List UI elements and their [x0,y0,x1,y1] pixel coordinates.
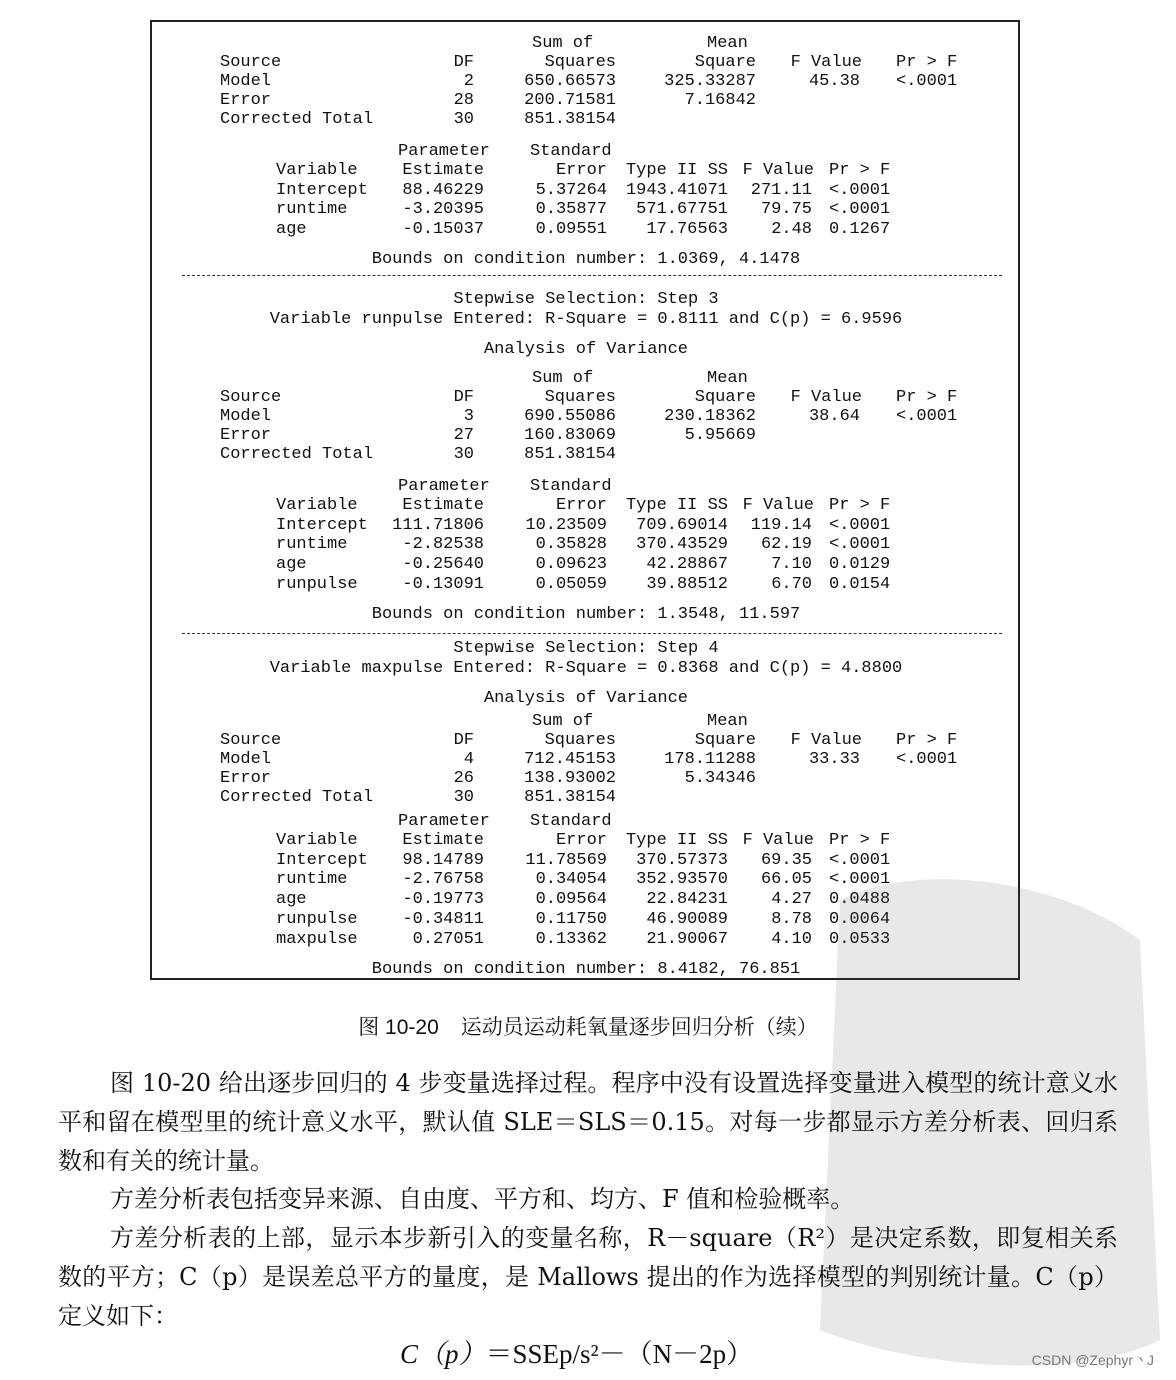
variable-entered-line: Variable maxpulse Entered: R-Square = 0.8368 and C(p) = 4.8800 [269,659,903,678]
param-estimate: 88.46229 [402,180,484,200]
sas-output-frame [150,20,1020,980]
bounds-condition-number: Bounds on condition number: 1.3548, 11.597 [371,605,801,624]
param-f: 62.19 [760,535,812,555]
param-header-type2ss: Type II SS [625,161,728,180]
param-f: 7.10 [771,555,812,575]
anova-source: Corrected Total [220,445,374,464]
anova-ss: 851.38154 [524,110,616,129]
anova-ms: 5.34346 [684,769,756,788]
param-header-type2ss: Type II SS [625,831,728,850]
param-std-error: 0.09551 [535,220,607,240]
anova-f: 38.64 [808,407,860,426]
anova-ms: 178.11288 [664,750,756,769]
anova-header-f-value: F Value [790,53,862,72]
anova-source: Error [220,769,272,788]
param-std-error: 11.78569 [525,850,607,870]
step-title: Stepwise Selection: Step 3 [453,290,719,309]
param-std-error: 0.13362 [535,929,607,949]
param-header-pr-f: Pr > F [829,831,891,850]
param-header-f-value: F Value [742,496,814,515]
param-variable: age [276,555,307,575]
anova-df: 3 [463,407,474,426]
variable-entered-line: Variable runpulse Entered: R-Square = 0.8111 and C(p) = 6.9596 [269,310,903,329]
anova-ss: 650.66573 [524,72,616,91]
anova-ms: 230.18362 [664,407,756,426]
param-header-standard: Standard [530,477,612,496]
anova-header-square: Square [694,731,756,750]
anova-source: Corrected Total [220,788,374,807]
cp-formula [400,1332,753,1371]
anova-source: Model [220,407,272,426]
formula-lhs: C（p） [400,1339,486,1369]
param-f: 69.35 [760,850,812,870]
param-variable: maxpulse [276,929,358,949]
param-header-variable: Variable [276,831,358,850]
param-std-error: 0.35828 [535,535,607,555]
param-f: 4.27 [771,890,812,910]
param-header-f-value: F Value [742,161,814,180]
param-header-estimate: Estimate [402,831,484,850]
param-type2ss: 46.90089 [646,909,728,929]
anova-header-squares: Squares [544,731,616,750]
anova-ss: 690.55086 [524,407,616,426]
anova-header-mean: Mean [707,34,748,53]
param-f: 8.78 [771,909,812,929]
anova-header-source: Source [220,388,282,407]
anova-header-mean: Mean [707,369,748,388]
section-divider [182,633,1002,634]
anova-source: Corrected Total [220,110,374,129]
param-std-error: 5.37264 [535,180,607,200]
param-f: 271.11 [750,180,812,200]
paragraph-3: 方差分析表的上部，显示本步新引入的变量名称，R－square（R²）是决定系数，即复相关系数的平方；C（p）是误差总平方的量度，是 Mallows 提出的作为选择模型的判别统计量。C（p）定义如下： [58,1224,1118,1330]
param-type2ss: 21.90067 [646,929,728,949]
param-header-error: Error [555,831,607,850]
param-std-error: 10.23509 [525,515,607,535]
param-variable: runpulse [276,909,358,929]
anova-df: 30 [453,445,474,464]
param-variable: runpulse [276,574,358,594]
anova-header-pr-f: Pr > F [896,53,958,72]
param-header-parameter: Parameter [398,812,490,831]
param-std-error: 0.09564 [535,890,607,910]
anova-df: 2 [463,72,474,91]
anova-p: <.0001 [896,750,958,769]
anova-df: 28 [453,91,474,110]
param-estimate: -0.13091 [402,574,484,594]
anova-header-df: DF [453,388,474,407]
bounds-condition-number: Bounds on condition number: 8.4182, 76.851 [371,960,801,979]
anova-df: 4 [463,750,474,769]
paragraph-1: 图 10-20 给出逐步回归的 4 步变量选择过程。程序中没有设置选择变量进入模型的统计意义水平和留在模型里的统计意义水平，默认值 SLE＝SLS＝0.15。对每一步都显示方差分析表、回归系数和有关的统计量。 [58,1069,1118,1175]
param-p: 0.0488 [829,890,891,910]
anova-df: 30 [453,788,474,807]
param-estimate: 98.14789 [402,850,484,870]
anova-ss: 200.71581 [524,91,616,110]
param-type2ss: 42.28867 [646,555,728,575]
param-f: 2.48 [771,220,812,240]
figure-caption [0,1014,1176,1041]
anova-source: Model [220,72,272,91]
param-variable: age [276,890,307,910]
anova-ss: 138.93002 [524,769,616,788]
param-p: <.0001 [829,200,891,220]
param-type2ss: 370.57373 [636,850,728,870]
anova-title: Analysis of Variance [483,340,689,359]
param-std-error: 0.11750 [535,909,607,929]
param-type2ss: 709.69014 [636,515,728,535]
param-p: 0.0064 [829,909,891,929]
param-type2ss: 17.76563 [646,220,728,240]
section-divider [182,275,1002,276]
param-p: 0.0129 [829,555,891,575]
param-estimate: -0.19773 [402,890,484,910]
param-variable: runtime [276,200,348,220]
figure-title: 运动员运动耗氧量逐步回归分析（续） [460,1015,818,1039]
param-type2ss: 352.93570 [636,870,728,890]
anova-header-df: DF [453,731,474,750]
anova-header-f-value: F Value [790,388,862,407]
param-variable: runtime [276,870,348,890]
anova-ms: 7.16842 [684,91,756,110]
anova-ss: 160.83069 [524,426,616,445]
param-header-parameter: Parameter [398,477,490,496]
param-estimate: -3.20395 [402,200,484,220]
anova-header-sum-of: Sum of [532,369,594,388]
param-estimate: -2.76758 [402,870,484,890]
anova-source: Model [220,750,272,769]
param-type2ss: 39.88512 [646,574,728,594]
anova-f: 45.38 [808,72,860,91]
param-variable: runtime [276,535,348,555]
anova-header-source: Source [220,731,282,750]
param-header-estimate: Estimate [402,496,484,515]
anova-ss: 851.38154 [524,445,616,464]
param-type2ss: 571.67751 [636,200,728,220]
param-header-variable: Variable [276,496,358,515]
anova-ss: 851.38154 [524,788,616,807]
param-estimate: -2.82538 [402,535,484,555]
param-header-variable: Variable [276,161,358,180]
anova-header-pr-f: Pr > F [896,731,958,750]
anova-f: 33.33 [808,750,860,769]
figure-number: 图 10-20 [358,1016,439,1039]
anova-header-sum-of: Sum of [532,712,594,731]
anova-ms: 325.33287 [664,72,756,91]
param-f: 66.05 [760,870,812,890]
anova-header-f-value: F Value [790,731,862,750]
param-header-error: Error [555,496,607,515]
anova-header-square: Square [694,53,756,72]
param-variable: Intercept [276,180,368,200]
param-estimate: 111.71806 [392,515,484,535]
param-header-parameter: Parameter [398,142,490,161]
step-title: Stepwise Selection: Step 4 [453,639,719,658]
anova-p: <.0001 [896,72,958,91]
param-header-pr-f: Pr > F [829,496,891,515]
formula-rhs: ＝SSEp/s²－（N－2p） [485,1339,754,1369]
param-variable: age [276,220,307,240]
param-variable: Intercept [276,850,368,870]
anova-header-sum-of: Sum of [532,34,594,53]
param-estimate: 0.27051 [412,929,484,949]
param-std-error: 0.05059 [535,574,607,594]
param-type2ss: 1943.41071 [625,180,728,200]
param-std-error: 0.34054 [535,870,607,890]
param-type2ss: 370.43529 [636,535,728,555]
param-estimate: -0.34811 [402,909,484,929]
param-header-standard: Standard [530,812,612,831]
param-estimate: -0.15037 [402,220,484,240]
anova-p: <.0001 [896,407,958,426]
anova-ms: 5.95669 [684,426,756,445]
param-header-type2ss: Type II SS [625,496,728,515]
param-p: <.0001 [829,850,891,870]
anova-header-mean: Mean [707,712,748,731]
param-p: <.0001 [829,870,891,890]
param-p: <.0001 [829,515,891,535]
anova-df: 27 [453,426,474,445]
param-f: 79.75 [760,200,812,220]
anova-source: Error [220,426,272,445]
param-header-pr-f: Pr > F [829,161,891,180]
param-p: <.0001 [829,535,891,555]
param-header-estimate: Estimate [402,161,484,180]
param-p: 0.1267 [829,220,891,240]
anova-header-pr-f: Pr > F [896,388,958,407]
anova-source: Error [220,91,272,110]
param-f: 4.10 [771,929,812,949]
param-variable: Intercept [276,515,368,535]
param-header-error: Error [555,161,607,180]
anova-header-squares: Squares [544,53,616,72]
param-std-error: 0.09623 [535,555,607,575]
paragraph-2: 方差分析表包括变异来源、自由度、平方和、均方、F 值和检验概率。 [110,1185,855,1213]
param-p: <.0001 [829,180,891,200]
anova-df: 26 [453,769,474,788]
anova-df: 30 [453,110,474,129]
anova-title: Analysis of Variance [483,689,689,708]
param-header-f-value: F Value [742,831,814,850]
param-type2ss: 22.84231 [646,890,728,910]
param-estimate: -0.25640 [402,555,484,575]
credit-watermark: CSDN @Zephyr丶J [1031,1352,1154,1368]
param-header-standard: Standard [530,142,612,161]
param-std-error: 0.35877 [535,200,607,220]
anova-header-squares: Squares [544,388,616,407]
param-p: 0.0533 [829,929,891,949]
param-p: 0.0154 [829,574,891,594]
anova-header-square: Square [694,388,756,407]
anova-header-df: DF [453,53,474,72]
anova-ss: 712.45153 [524,750,616,769]
anova-header-source: Source [220,53,282,72]
param-f: 6.70 [771,574,812,594]
param-f: 119.14 [750,515,812,535]
bounds-condition-number: Bounds on condition number: 1.0369, 4.1478 [371,250,801,269]
